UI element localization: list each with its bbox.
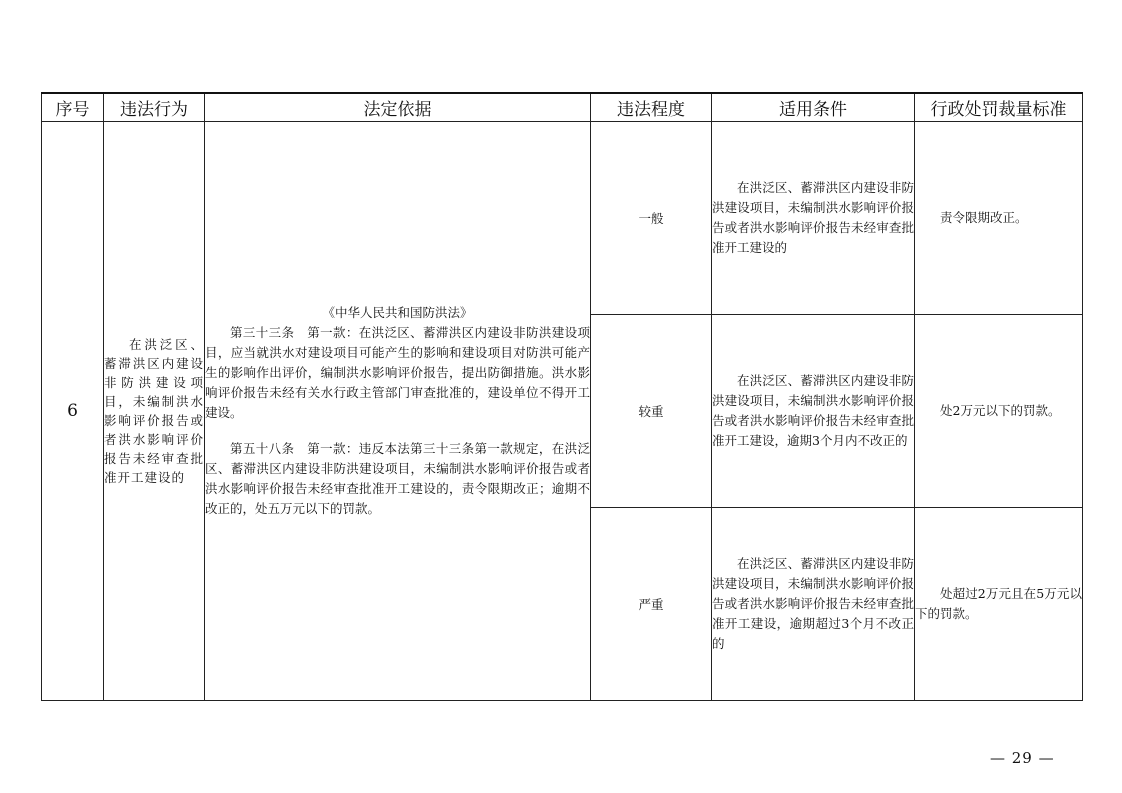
condition-text: 在洪泛区、蓄滞洪区内建设非防洪建设项目，未编制洪水影响评价报告或者洪水影响评价报告未经审查批准开工建设的 (712, 180, 914, 255)
penalty-table (41, 92, 1083, 701)
condition-cell (712, 315, 915, 508)
violation-cell (104, 122, 205, 701)
condition-cell (712, 122, 915, 315)
seq-cell: 6 (42, 122, 104, 701)
table-header-row (42, 93, 1083, 122)
table-row (42, 122, 1083, 315)
violation-text: 在洪泛区、蓄滞洪区内建设非防洪建设项目，未编制洪水影响评价报告或者洪水影响评价报告未经审查批准开工建设的 (104, 337, 204, 485)
basis-paragraph: 第五十八条 第一款：违反本法第三十三条第一款规定，在洪泛区、蓄滞洪区内建设非防洪建设项目，未编制洪水影响评价报告或者洪水影响评价报告未经审查批准开工建设的，责令限期改正；逾期不改正的，处五万元以下的罚款。 (205, 441, 590, 516)
law-title: 《中华人民共和国防洪法》 (322, 305, 473, 320)
basis-paragraph: 第三十三条 第一款：在洪泛区、蓄滞洪区内建设非防洪建设项目，应当就洪水对建设项目可能产生的影响和建设项目对防洪可能产生的影响作出评价，编制洪水影响评价报告，提出防御措施。洪水影响评价报告未经有关水行政主管部门审查批准的，建设单位不得开工建设。 (205, 325, 590, 420)
degree-cell: 较重 (591, 315, 712, 508)
standard-cell (915, 122, 1083, 315)
degree-cell: 严重 (591, 508, 712, 701)
standard-text: 处2万元以下的罚款。 (940, 403, 1061, 418)
standard-text: 处超过2万元且在5万元以下的罚款。 (915, 586, 1082, 621)
header-standard: 行政处罚裁量标准 (915, 93, 1083, 122)
header-condition: 适用条件 (712, 93, 915, 122)
condition-text: 在洪泛区、蓄滞洪区内建设非防洪建设项目，未编制洪水影响评价报告或者洪水影响评价报告未经审查批准开工建设，逾期3个月内不改正的 (712, 373, 914, 448)
header-legal-basis: 法定依据 (205, 93, 591, 122)
page-number: — 29 — (990, 749, 1055, 767)
condition-cell (712, 508, 915, 701)
standard-cell (915, 315, 1083, 508)
standard-text: 责令限期改正。 (940, 210, 1028, 225)
condition-text: 在洪泛区、蓄滞洪区内建设非防洪建设项目，未编制洪水影响评价报告或者洪水影响评价报告未经审查批准开工建设，逾期超过3个月不改正的 (712, 556, 914, 651)
header-seq: 序号 (42, 93, 104, 122)
header-degree: 违法程度 (591, 93, 712, 122)
header-violation: 违法行为 (104, 93, 205, 122)
legal-basis-cell (205, 122, 591, 701)
degree-cell: 一般 (591, 122, 712, 315)
standard-cell (915, 508, 1083, 701)
